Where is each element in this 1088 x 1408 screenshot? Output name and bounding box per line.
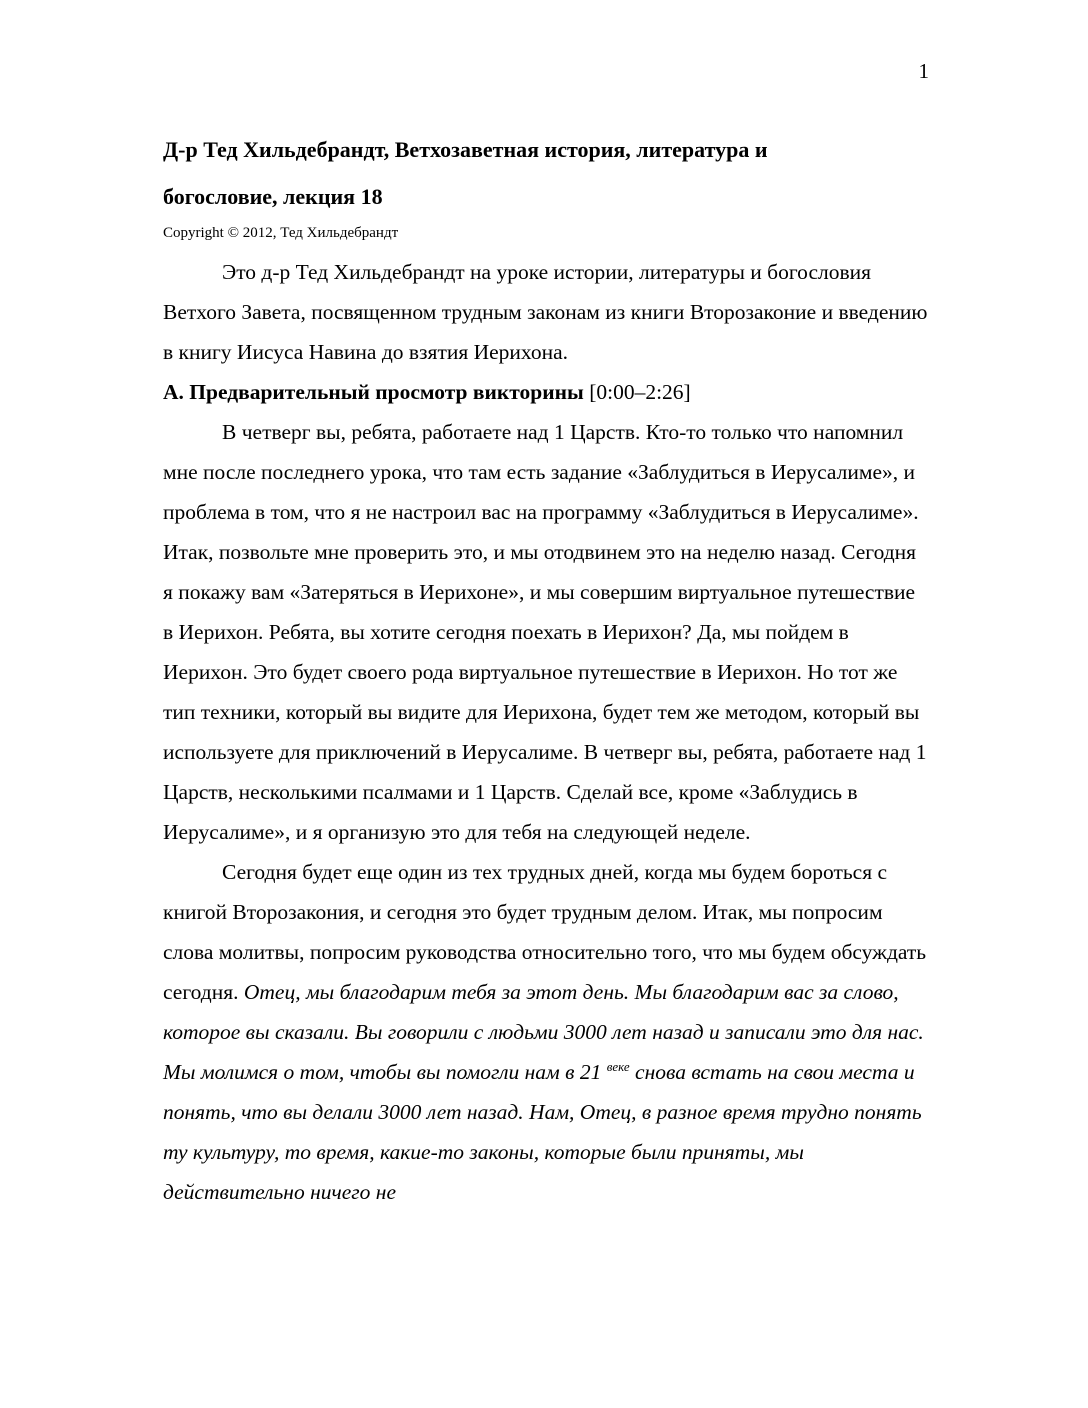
prayer-text-part1: Отец, мы благодарим тебя за этот день. Мы благодарим вас за слово, которое вы сказали. Вы говорили с людьми 3000 лет назад и записали это для нас. Мы молимся о том, чтобы вы помогли нам в 21 [163,980,924,1084]
prayer-text-part2: снова встать на свои места и понять, что вы делали 3000 лет назад. Нам, Отец, в разное время трудно понять ту культуру, то время, какие-то законы, которые были приняты, мы действительно ничего не [163,1060,922,1204]
page-content [163,126,929,1212]
prayer-superscript: веке [606,1058,630,1074]
section-a-heading-label: А. Предварительный просмотр викторины [163,380,584,404]
section-a-heading [163,372,929,412]
copyright-line: Copyright © 2012, Тед Хильдебрандт [163,225,399,241]
intro-paragraph: Это д-р Тед Хильдебрандт на уроке истории, литературы и богословия Ветхого Завета, посвященном трудным законам из книги Второзаконие и введению в книгу Иисуса Навина до взятия Иерихона. [163,260,928,364]
document-title: Д-р Тед Хильдебрандт, Ветхозаветная история, литература и богословие, лекция 18 [163,137,768,209]
section-a-timestamp: [0:00–2:26] [589,380,691,404]
quiz-paragraph: В четверг вы, ребята, работаете над 1 Царств. Кто-то только что напомнил мне после последнего урока, что там есть задание «Заблудиться в Иерусалиме», и проблема в том, что я не настроил вас на программу «Заблудиться в Иерусалиме». Итак, позвольте мне проверить это, и мы отодвинем это на неделю назад. Сегодня я покажу вам «Затеряться в Иерихоне», и мы совершим виртуальное путешествие в Иерихон. Ребята, вы хотите сегодня поехать в Иерихон? Да, мы пойдем в Иерихон. Это будет своего рода виртуальное путешествие в Иерихон. Но тот же тип техники, который вы видите для Иерихона, будет тем же методом, который вы используете для приключений в Иерусалиме. В четверг вы, ребята, работаете над 1 Царств, несколькими псалмами и 1 Царств. Сделай все, кроме «Заблудись в Иерусалиме», и я организую это для тебя на следующей неделе. [163,420,927,844]
prayer-paragraph [163,852,929,1212]
page-number: 1 [918,59,929,83]
prayer-paragraph-lead: Сегодня будет еще один из тех трудных дней, когда мы будем бороться с книгой Второзакония, и сегодня это будет трудным делом. Итак, мы попросим слова молитвы, попросим руководства относительно того, что мы будем обсуждать сегодня. [163,860,927,1004]
